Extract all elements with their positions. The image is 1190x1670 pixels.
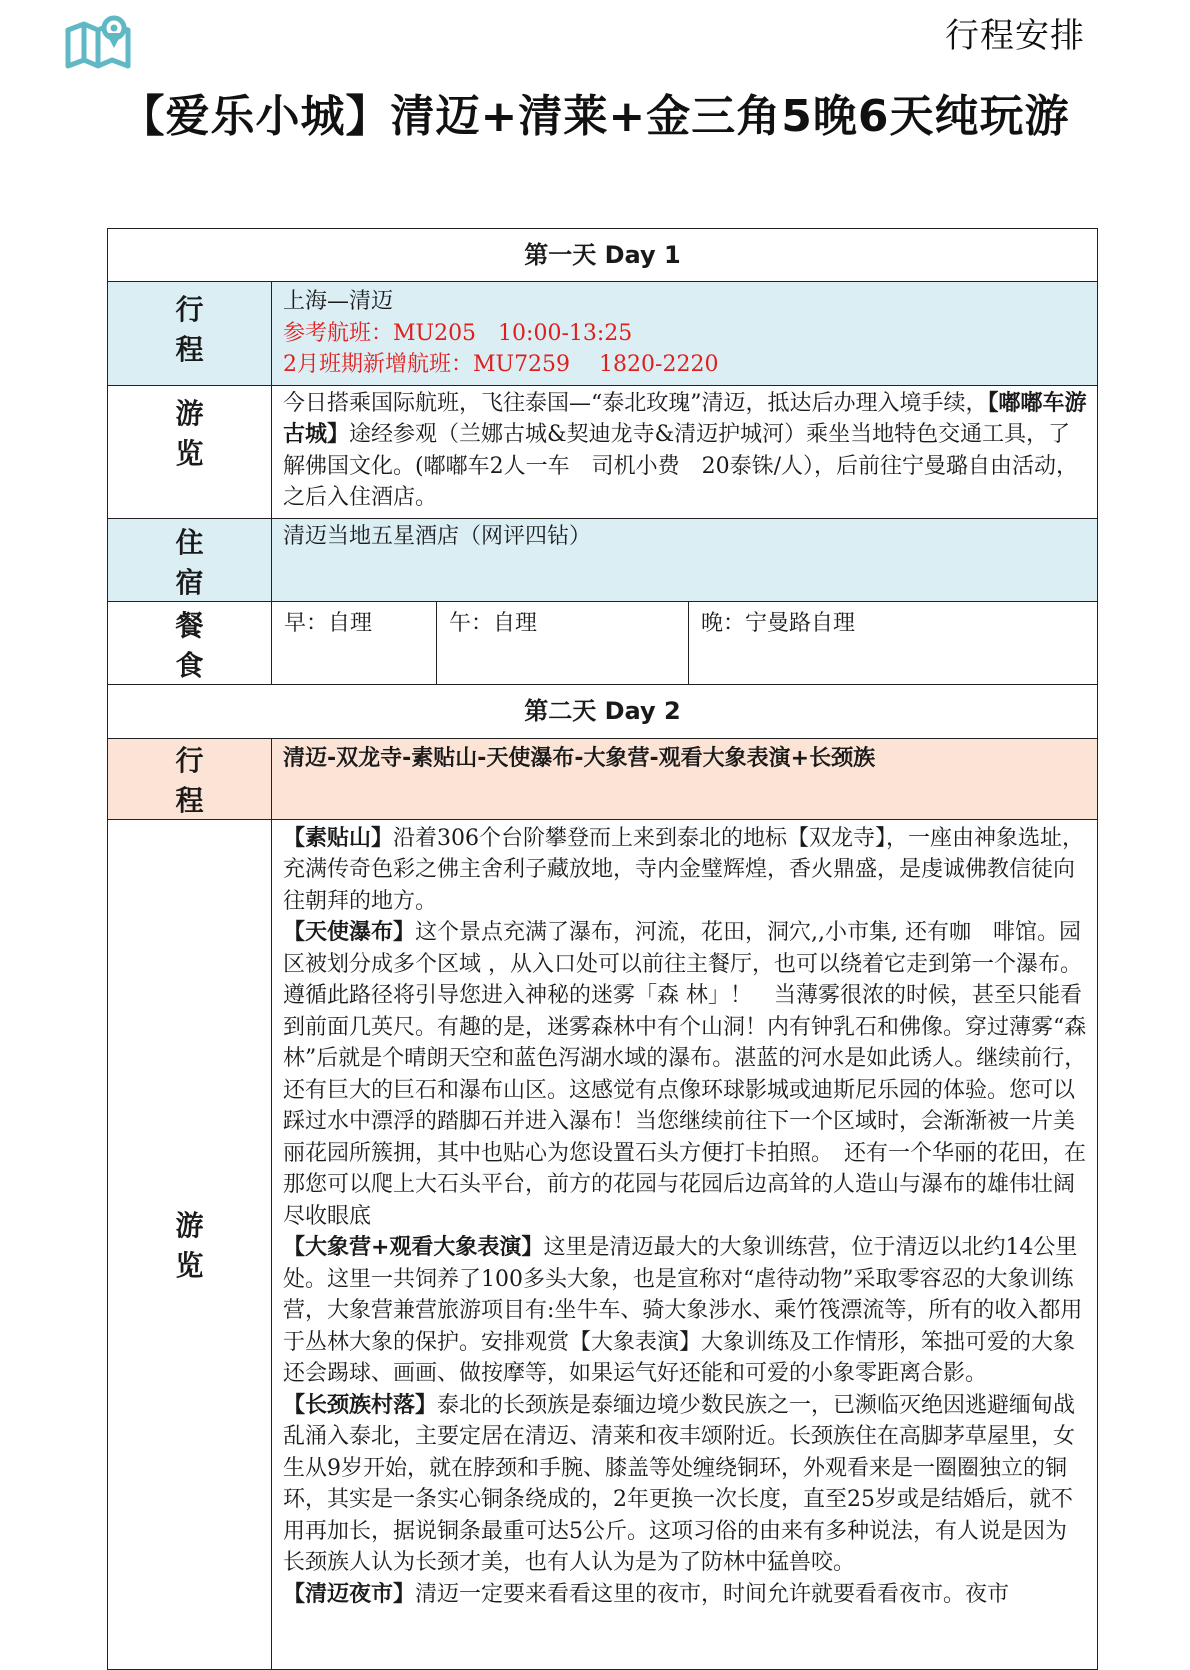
day1-hotel-label: 住 宿 (108, 518, 272, 601)
day2-route-row (108, 738, 1098, 819)
day1-meal-label: 餐 食 (108, 601, 272, 684)
day2-p5-text: 清迈一定要来看看这里的夜市，时间允许就要看看夜市。夜市 (415, 1581, 1010, 1607)
day1-route: 上海—清迈 (283, 289, 394, 314)
day1-heading: 第一天 Day 1 (108, 229, 1098, 282)
day1-hotel-row (108, 518, 1098, 601)
day2-heading: 第二天 Day 2 (108, 684, 1098, 738)
day2-p1-text: 沿着306个台阶攀登而上来到泰北的地标【双龙寺】，一座由神象选址，充满传奇色彩之佛主舍利子藏放地，寺内金璧辉煌，香火鼎盛，是虔诚佛教信徒向往朝拜的地方。 (283, 825, 1085, 914)
day1-dinner: 晚：宁曼路自理 (689, 601, 1098, 684)
day1-hotel: 清迈当地五星酒店（网评四钻） (272, 518, 1098, 601)
itinerary-table (107, 228, 1098, 1670)
day2-route-label: 行 程 (108, 738, 272, 819)
day2-tour-label: 游 览 (108, 819, 272, 1669)
day2-p5-title: 【清迈夜市】 (283, 1581, 416, 1607)
day2-p4-text: 泰北的长颈族是泰缅边境少数民族之一，已濒临灭绝因逃避缅甸战乱涌入泰北，主要定居在清迈、清莱和夜丰颂附近。长颈族住在高脚茅草屋里，女生从9岁开始，就在脖颈和手腕、膝盖等处缠绕铜环，外观看来是一圈圈独立的铜环，其实是一条实心铜条绕成的，2年更换一次长度，直至25岁或是结婚后，就不用再加长，据说铜条最重可达5公斤。这项习俗的由来有多种说法，有人说是因为长颈族人认为长颈才美，也有人认为是为了防林中猛兽咬。 (283, 1392, 1076, 1575)
day1-tour-bold: 【嘟嘟车游古城】 (283, 390, 1087, 447)
day2-p4-title: 【长颈族村落】 (283, 1392, 438, 1418)
day1-flight-new: 2月班期新增航班：MU7259 1820-2220 (283, 352, 719, 377)
page-title: 【爱乐小城】清迈+清莱+金三角5晚6天纯玩游 (120, 91, 1070, 142)
day1-route-label: 行 程 (108, 282, 272, 386)
day2-p3-title: 【大象营+观看大象表演】 (283, 1235, 544, 1260)
day1-breakfast: 早：自理 (272, 601, 437, 684)
day2-p3-text: 这里是清迈最大的大象训练营，位于清迈以北约14公里处。这里一共饲养了100多头大象，也是宣称对“虐待动物”采取零容忍的大象训练营，大象营兼营旅游项目有:坐牛车、骑大象涉水、乘竹筏漂流等，所有的收入都用于丛林大象的保护。安排观赏【大象表演】大象训练及工作情形，笨拙可爱的大象还会踢球、画画、做按摩等，如果运气好还能和可爱的小象零距离合影。 (283, 1235, 1083, 1386)
map-pin-icon (64, 16, 132, 72)
day2-p2-text: 这个景点充满了瀑布，河流，花田，洞穴,,小市集, 还有咖 啡馆。园区被划分成多个区域 ，从入口处可以前往主餐厅，也可以绕着它走到第一个瀑布。遵循此路径将引导您进入神秘的迷雾「森 林」！ 当薄雾很浓的时候，甚至只能看到前面几英尺。有趣的是，迷雾森林中有个山洞！内有钟乳石和佛像。穿过薄雾“森林”后就是个晴朗天空和蓝色泻湖水域的瀑布。湛蓝的河水是如此诱人。继续前行，还有巨大的巨石和瀑布山区。这感觉有点像环球影城或迪斯尼乐园的体验。您可以踩过水中漂浮的踏脚石并进入瀑布！当您继续前往下一个区域时，会渐渐被一片美丽花园所簇拥，其中也贴心为您设置石头方便打卡拍照。 还有一个华丽的花田，在那您可以爬上大石头平台，前方的花园与花园后边高耸的人造山与瀑布的雄伟壮阔尽收眼底 (283, 920, 1087, 1229)
day2-p1-title: 【素贴山】 (283, 825, 394, 851)
day1-tour-text-1: 今日搭乘国际航班，飞往泰国—“泰北玫瑰”清迈，抵达后办理入境手续， (283, 390, 988, 416)
day1-tour-row (108, 385, 1098, 518)
day1-route-row (108, 282, 1098, 386)
day2-route: 清迈-双龙寺-素贴山-天使瀑布-大象营-观看大象表演+长颈族 (272, 738, 1098, 819)
day2-p2-title: 【天使瀑布】 (283, 920, 416, 945)
day1-tour-label: 游 览 (108, 385, 272, 518)
section-label: 行程安排 (945, 16, 1085, 56)
day1-lunch: 午：自理 (437, 601, 689, 684)
day1-meal-row (108, 601, 1098, 684)
day1-tour-text-2: 途经参观（兰娜古城&契迪龙寺&清迈护城河）乘坐当地特色交通工具，了解佛国文化。(嘟嘟车2人一车 司机小费 20泰铢/人），后前往宁曼璐自由活动，之后入住酒店。 (283, 422, 1078, 510)
day2-tour-row (108, 819, 1098, 1669)
day1-flight-ref: 参考航班：MU205 10:00-13:25 (283, 320, 633, 346)
